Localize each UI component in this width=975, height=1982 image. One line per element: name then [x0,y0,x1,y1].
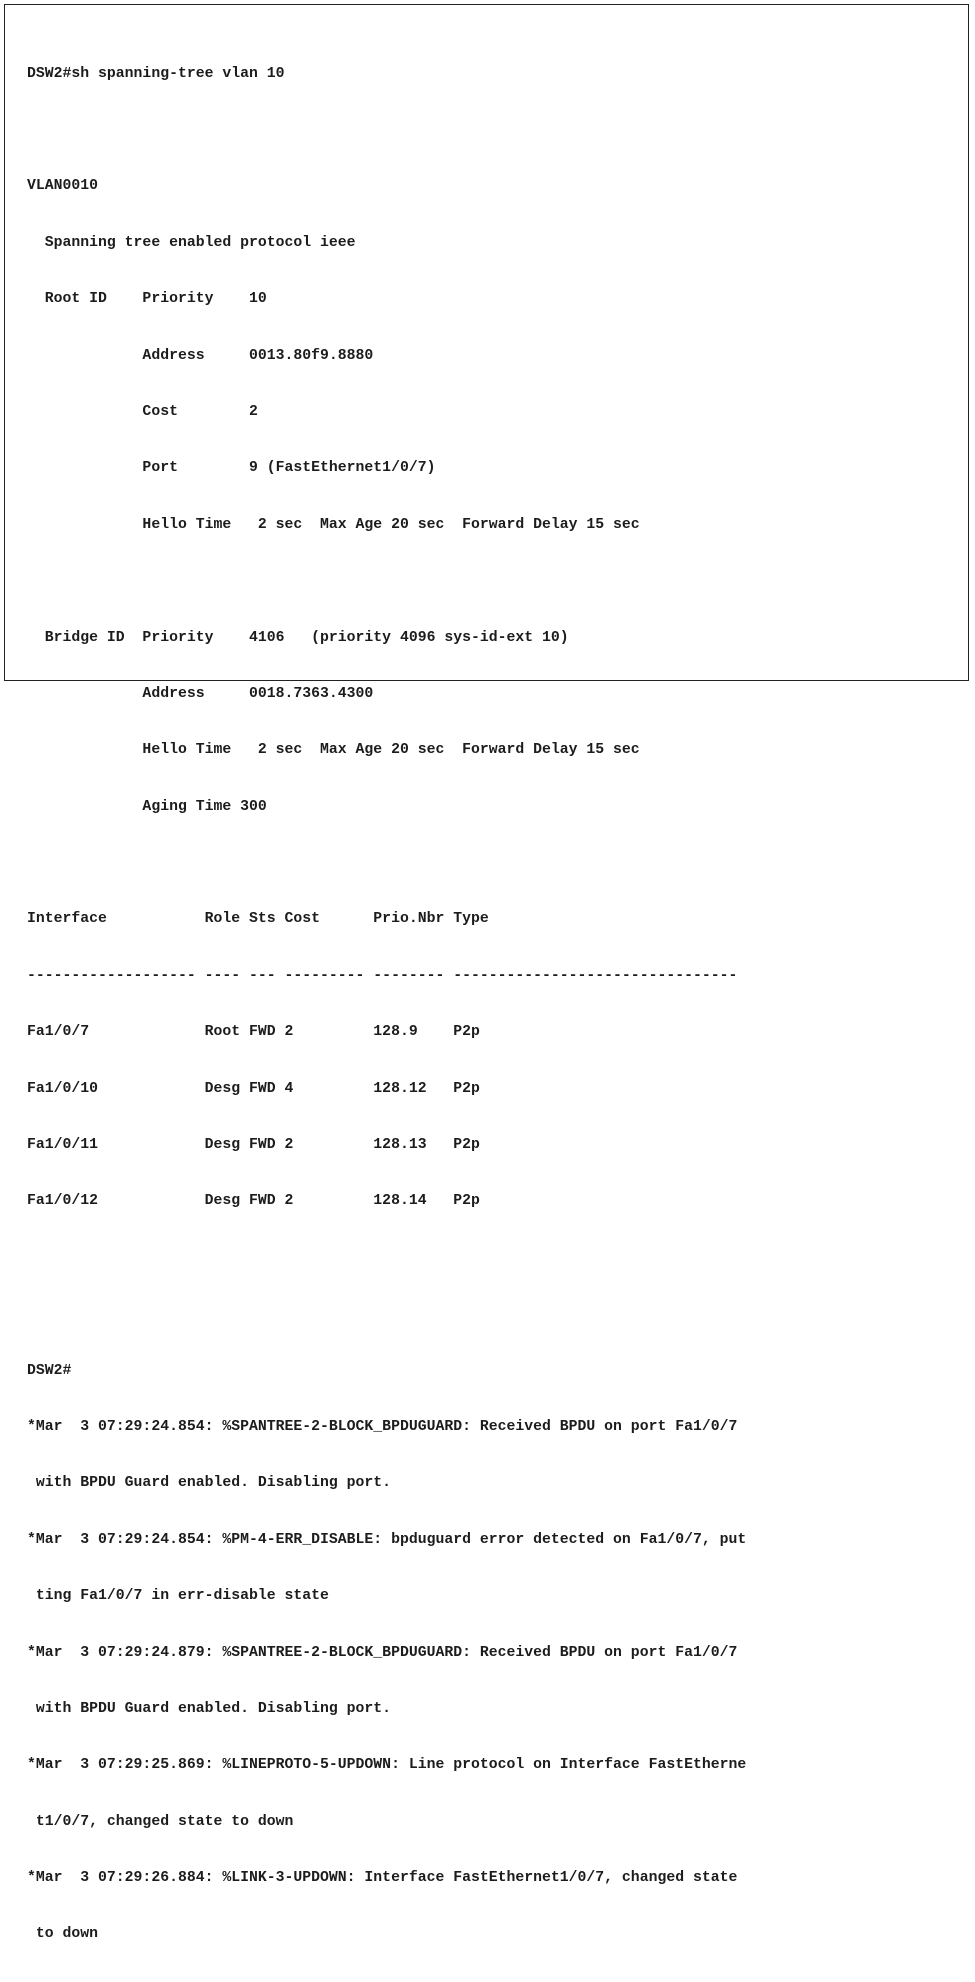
log-line: *Mar 3 07:29:24.854: %PM-4-ERR_DISABLE: bpduguard error detected on Fa1/0/7, put [27,1531,747,1548]
log-line: to down [27,1926,99,1943]
log-line: with BPDU Guard enabled. Disabling port. [27,1700,392,1717]
terminal-frame [4,4,969,1943]
blank-line [27,1249,957,1268]
interface-table-separator: ------------------- ---- --- --------- -------- -------------------------------- [27,967,738,984]
root-cost-line: Cost 2 [27,403,258,420]
terminal-output [27,27,957,1982]
table-row: Fa1/0/10 Desg FWD 4 128.12 P2p [27,1080,480,1097]
blank-line [27,121,957,140]
log-line: *Mar 3 07:29:24.854: %SPANTREE-2-BLOCK_BPDUGUARD: Received BPDU on port Fa1/0/7 [27,1418,738,1435]
log-line: with BPDU Guard enabled. Disabling port. [27,1475,392,1492]
vlan-header: VLAN0010 [27,178,99,195]
root-address-line: Address 0013.80f9.8880 [27,347,374,364]
bridge-aging-line: Aging Time 300 [27,798,267,815]
blank-line [27,572,957,591]
log-line: t1/0/7, changed state to down [27,1813,294,1830]
root-timers-line: Hello Time 2 sec Max Age 20 sec Forward Delay 15 sec [27,516,640,533]
table-row: Fa1/0/11 Desg FWD 2 128.13 P2p [27,1137,480,1154]
bridge-priority-line: Bridge ID Priority 4106 (priority 4096 sys-id-ext 10) [27,629,569,646]
bridge-timers-line: Hello Time 2 sec Max Age 20 sec Forward Delay 15 sec [27,742,640,759]
blank-line [27,1305,957,1324]
prompt-line: DSW2# [27,1362,72,1379]
command-line: DSW2#sh spanning-tree vlan 10 [27,65,285,82]
log-line: *Mar 3 07:29:26.884: %LINK-3-UPDOWN: Interface FastEthernet1/0/7, changed state [27,1870,738,1887]
log-line: *Mar 3 07:29:25.869: %LINEPROTO-5-UPDOWN: Line protocol on Interface FastEtherne [27,1757,747,1774]
blank-line [27,854,957,873]
root-port-line: Port 9 (FastEthernet1/0/7) [27,460,436,477]
table-row: Fa1/0/7 Root FWD 2 128.9 P2p [27,1024,480,1041]
table-row: Fa1/0/12 Desg FWD 2 128.14 P2p [27,1193,480,1210]
root-priority-line: Root ID Priority 10 [27,291,267,308]
interface-table-header: Interface Role Sts Cost Prio.Nbr Type [27,911,489,928]
log-line: ting Fa1/0/7 in err-disable state [27,1588,329,1605]
log-line: *Mar 3 07:29:24.879: %SPANTREE-2-BLOCK_BPDUGUARD: Received BPDU on port Fa1/0/7 [27,1644,738,1661]
protocol-line: Spanning tree enabled protocol ieee [27,234,356,251]
bridge-address-line: Address 0018.7363.4300 [27,685,374,702]
